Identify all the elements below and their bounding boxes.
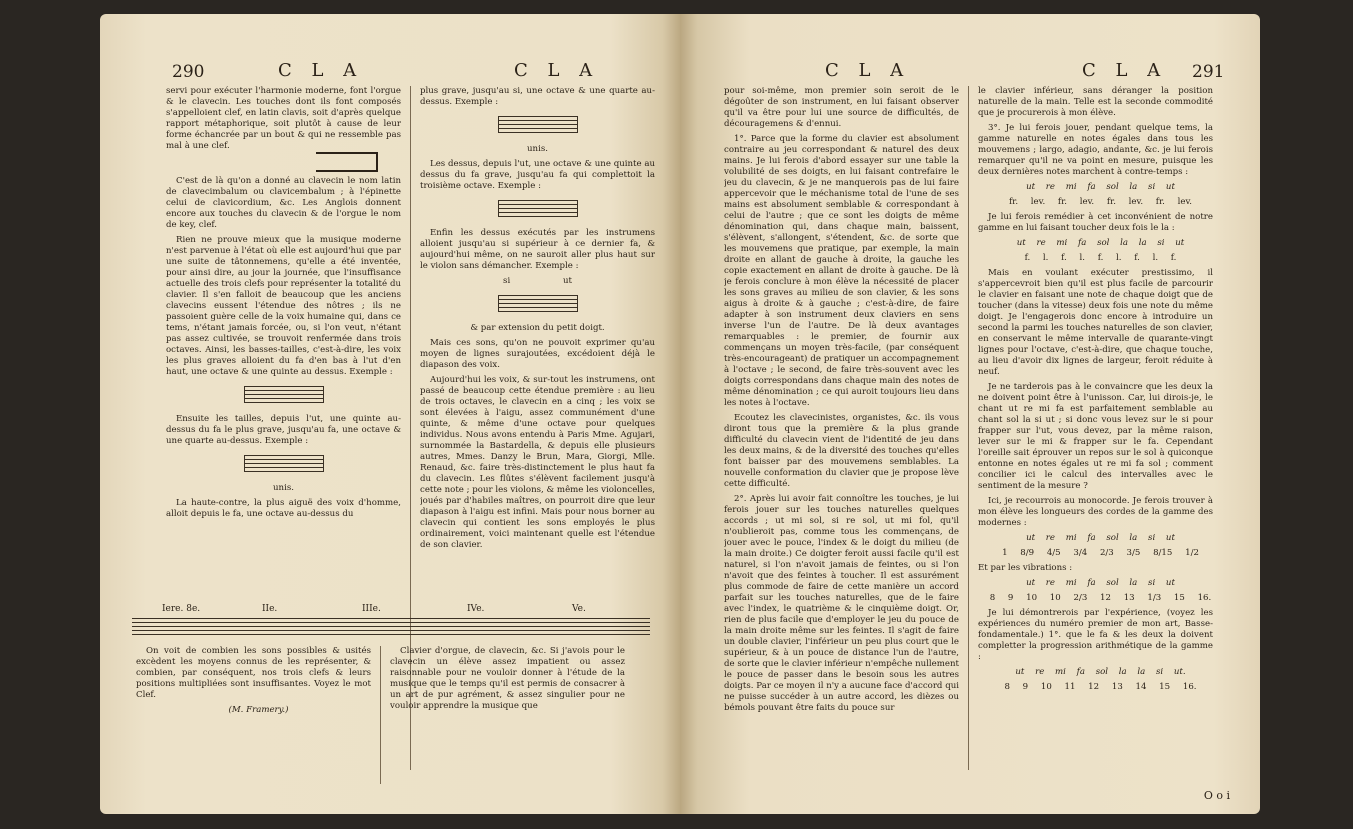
paragraph: Ecoutez les clavecinistes, organistes, &c. ils vous diront tous que la première & la plus grande difficulté du clavecin vient de l'identité de jeu dans les deux mains, & de la diversité des touches qu'elles font baisser par des mouvemens semblables. La nouvelle conformation du clavier que je propose lève cette difficulté. [724,413,959,489]
paragraph: Je ne tarderois pas à le convaincre que les deux la ne doivent point être à l'unisson. Car, lui dirois-je, le chant ut re mi fa est parfaitement semblable au chant sol la si ut ; si donc vous levez sur le si pour frapper sur l'ut, vous devez, par la même raison, lever sur le mi & frapper sur le fa. Cependant l'oreille sait éprouver un repos sur le sol à quiconque entonne en notes égales ut re mi fa sol ; comment concilier ici le calcul des intervalles avec le sentiment de la mesure ? [978,382,1213,491]
page-number-left: 290 [172,62,205,82]
paragraph: Mais en voulant exécuter prestissimo, il s'appercevroit bien qu'il est plus facile de parcourir le clavier en faisant une note de chaque doigt que de toucher (dans la vitesse) deux fois une note du même doigt. Je l'engagerois donc encore à introduire un second la parmi les touches naturelles de son clavier, en conservant le même intervalle de quarante-vingt lignes pour l'octave, c'est-à-dire, que chaque touche, au lieu d'avoir dix lignes de largeur, feroit réduite à neuf. [978,268,1213,377]
paragraph: 3°. Je lui ferois jouer, pendant quelque tems, la gamme naturelle en notes égales dans tous les mouvemens ; largo, adagio, andante, &c. je lui ferois remarquer qu'il ne va point en mesure, puisque les deux dernières notes marchent à contre-temps : [978,123,1213,177]
music-staff [244,382,324,408]
paragraph: Ensuite les tailles, depuis l'ut, une quinte au-dessus du fa le plus grave, jusqu'au fa, une octave & une quarte au-dessus. Exemple : [166,414,401,446]
running-head: C L A [825,60,911,81]
right-columns [724,86,1213,770]
scale-line: ut re mi fa sol la la si ut. [1015,667,1186,677]
scale-line: ut re mi fa sol la si ut [1026,182,1175,192]
paragraph: On voit de combien les sons possibles & usités excèdent les moyens connus de les représenter, & combien, par conséquent, nos trois clefs & leurs positions multipliées sont insuffisantes. Voyez le mot Clef. [136,646,371,700]
arith-line: 8 9 10 11 12 13 14 15 16. [1004,682,1197,692]
staff-caption: & par extension du petit doigt. [470,323,605,333]
vibration-line: 8 9 10 10 2/3 12 13 1/3 15 16. [989,593,1212,603]
paragraph: pour soi-même, mon premier soin seroit de le dégoûter de son instrument, en lui faisant observer qu'il va être pour lui une source de difficultés, de découragemens & d'ennui. [724,86,959,129]
scale-marks: fr. lev. fr. lev. fr. lev. fr. lev. [1008,197,1193,207]
paragraph: Mais ces sons, qu'on ne pouvoit exprimer qu'au moyen de lignes surajoutées, excédoient déjà le diapason des voix. [420,338,655,370]
paragraph: Je lui ferois remédier à cet inconvénient de notre gamme en lui faisant toucher deux fois le la : [978,212,1213,233]
note-ut: ut [562,276,572,286]
running-head: C L A [514,60,600,81]
right-col-1 [724,86,959,770]
left-bottom-col-2 [390,646,625,784]
music-staff [498,196,578,222]
left-page [100,14,680,814]
page-number-right: 291 [1192,62,1225,82]
column-rule [380,646,381,784]
scale-line: ut re mi fa sol la si ut [1026,533,1175,543]
paragraph: Clavier d'orgue, de clavecin, &c. Si j'avois pour le clavecin un élève assez impatient ou assez raisonnable pour ne vouloir donner à l'étude de la musique que le temps qu'il est permis de consacrer à un art de pur agrément, & assez singulier pour ne vouloir apprendre la musique que [390,646,625,711]
staff-caption: unis. [527,144,548,154]
left-bottom-columns [136,646,625,784]
paragraph: C'est de là qu'on a donné au clavecin le nom latin de clavecimbalum ou clavicembalum ; à l'épinette celui de clavicordium, &c. Les Anglois donnent encore aux touches du clavecin & de l'orgue le nom de key, clef. [166,176,401,230]
music-staff [244,451,324,477]
running-head: C L A [1082,60,1168,81]
scale-line: ut re mi fa sol la la si ut [1016,238,1185,248]
staff-caption: unis. [273,483,294,493]
paragraph: Rien ne prouve mieux que la musique moderne n'est parvenue à l'état où elle est aujourd'hui que par une suite de tâtonnemens, qu'elle a été inventée, pour ainsi dire, au jour la journée, que l'insuffisance actuelle des trois clefs pour représenter la totalité du clavier. Il s'en falloit de beaucoup que les anciens clavecins eussent l'étendue des nôtres ; ils ne passoient guère celle de la voix humaine qui, dans ce tems, n'étant jamais forcée, ou, si l'on veut, n'étant pas assez cultivée, se trouvoit renfermée dans trois octaves. Ainsi, les basses-tailles, c'est-à-dire, les voix les plus graves alloient du fa d'en bas à l'ut d'en haut, une octave & une quinte au dessus. Exemple : [166,235,401,377]
octave-label: Ve. [572,604,586,614]
left-bottom-col-1 [136,646,371,784]
paragraph: Les dessus, depuis l'ut, une octave & une quinte au dessus du fa grave, jusqu'au fa qui complettoit la troisième octave. Exemple : [420,159,655,191]
clef-shape [316,152,378,172]
paragraph: Je lui démontrerois par l'expérience, (voyez les expériences du numéro premier de mon art, Basse-fondamentale.) 1°. que le fa & les deux la doivent completter la progression arithmétique de la gamme : [978,608,1213,662]
signature: (M. Framery.) [228,705,289,715]
paragraph: La haute-contre, la plus aiguë des voix d'homme, alloit depuis le fa, une octave au-dessus du [166,498,401,519]
keyboard-range-staff [132,604,650,644]
octave-label: IVe. [467,604,485,614]
scale-line: ut re mi fa sol la si ut [1026,578,1175,588]
octave-label: IIe. [262,604,278,614]
paragraph: Et par les vibrations : [978,563,1073,573]
catchword: O o i [1203,789,1230,802]
octave-label: Iere. 8e. [162,604,201,614]
paragraph: 1°. Parce que la forme du clavier est absolument contraire au jeu correspondant & naturel des deux mains. Je lui ferois d'abord essayer sur une table la volubilité de ses doigts, en lui faisant contrefaire le jeu du clavecin, & je ne manquerois pas de lui faire appercevoir que le méchanisme total de l'une de ses mains est absolument semblable & correspondant à celui de l'autre ; que ce sont les doigts de même dénomination qui, dans chaque main, baissent, s'élèvent, s'allongent, s'étendent, &c. de sorte que les mouvemens que pratique, par exemple, la main droite en allant de gauche à droite, la gauche les copie exactement en allant de droite à gauche. De là je ferois conclure à mon élève la nécessité de placer les sons graves au milieu de son clavier, & les sons aigus à droite & à gauche ; c'est-à-dire, de faire adapter à son instrument deux claviers en sens inverse l'un de l'autre. De là deux avantages remarquables : le premier, de fournir aux commençans un moyen très-facile, (par conséquent très-encourageant) de pratiquer un accompagnement à l'octave ; le second, de faire très-souvent avec les doigts correspondans dans chaque main des notes de même dénomination ; ce qui auroit toujours lieu dans les notes à l'octave. [724,134,959,408]
column-rule [968,86,969,770]
music-staff [498,112,578,138]
paragraph: Ici, je recourrois au monocorde. Je ferois trouver à mon élève les longueurs des cordes de la gamme des modernes : [978,496,1213,528]
paragraph: le clavier inférieur, sans déranger la position naturelle de la main. Telle est la seconde commodité que je procurerois à mon élève. [978,86,1213,118]
paragraph: Enfin les dessus exécutés par les instrumens alloient jusqu'au si supérieur à ce dernier fa, & aujourd'hui même, on ne sauroit aller plus haut sur le violon sans démancher. Exemple : [420,228,655,271]
right-header [680,52,1260,82]
staff-lines [132,618,650,635]
right-page [680,14,1260,814]
paragraph: plus grave, jusqu'au si, une octave & une quarte au-dessus. Exemple : [420,86,655,107]
paragraph: Aujourd'hui les voix, & sur-tout les instrumens, ont passé de beaucoup cette étendue première : au lieu de trois octaves, le clavecin en a cinq ; les voix se sont élevées à l'aigu, assez communément d'une quinte, & même d'une octave pour quelques individus. Nous avons entendu à Paris Mme. Agujari, surnommée la Bastardella, & depuis elle plusieurs autres, Mmes. Danzy le Brun, Mara, Giorgi, Mlle. Renaud, &c. faire très-distinctement le plus haut fa du clavecin. Les flûtes s'élèvent facilement jusqu'à cette note ; pour les violons, & même les violoncelles, joués par d'habiles maîtres, on pourroit dire que leur diapason à l'aigu est infini. Mais pour nous borner au clavecin qui contient les sons employés le plus ordinairement, voici maintenant quelle est l'étendue de son clavier. [420,375,655,550]
scale-marks: f. l. f. l. f. l. f. l. f. [1024,253,1177,263]
book-spread [100,14,1260,814]
music-staff [498,291,578,317]
octave-label: IIIe. [362,604,381,614]
paragraph: 2°. Après lui avoir fait connoître les touches, je lui ferois jouer sur les touches naturelles quelques accords ; ut mi sol, si re sol, ut mi fol, qu'il n'oublieroit pas, comme tous les commençans, de jouer avec le pouce, l'index & le doigt du milieu (de la main droite.) Ce doigter feroit aussi facile qu'il est naturel, si l'on n'avoit jamais de feintes, ou si l'on n'avoit que des feintes à toucher. Il est assurément plus commode de faire de cette manière un accord parfait sur les touches naturelles, que de le faire avec l'index, le quatrième & le cinquième doigt. Or, rien de plus facile que d'employer le jeu du pouce de la main droite même sur les feintes. Il s'agit de faire un double clavier, l'inférieur un peu plus court que le supérieur, & à un pouce de distance l'un de l'autre, de sorte que le clavier inférieur n'empêche nullement le pouce de passer dans le besoin sous les autres doigts. Par ce moyen il n'y a aucune face d'accord qui ne puisse succéder à un autre accord, les dièzes ou bémols pouvant être faits du pouce sur [724,494,959,713]
left-header [100,52,680,82]
staff-notes [420,276,655,287]
fraction-line: 1 8/9 4/5 3/4 2/3 3/5 8/15 1/2 [1002,548,1199,558]
note-si: si [503,276,511,286]
right-col-2 [978,86,1213,770]
running-head: C L A [278,60,364,81]
paragraph: servi pour exécuter l'harmonie moderne, font l'orgue & le clavecin. Les touches dont ils font composés s'appelloient clef, en latin clavis, soit d'après quelque rapport métaphorique, soit plutôt à cause de leur forme échancrée par un bout & qui ne ressemble pas mal à une clef. [166,86,401,151]
